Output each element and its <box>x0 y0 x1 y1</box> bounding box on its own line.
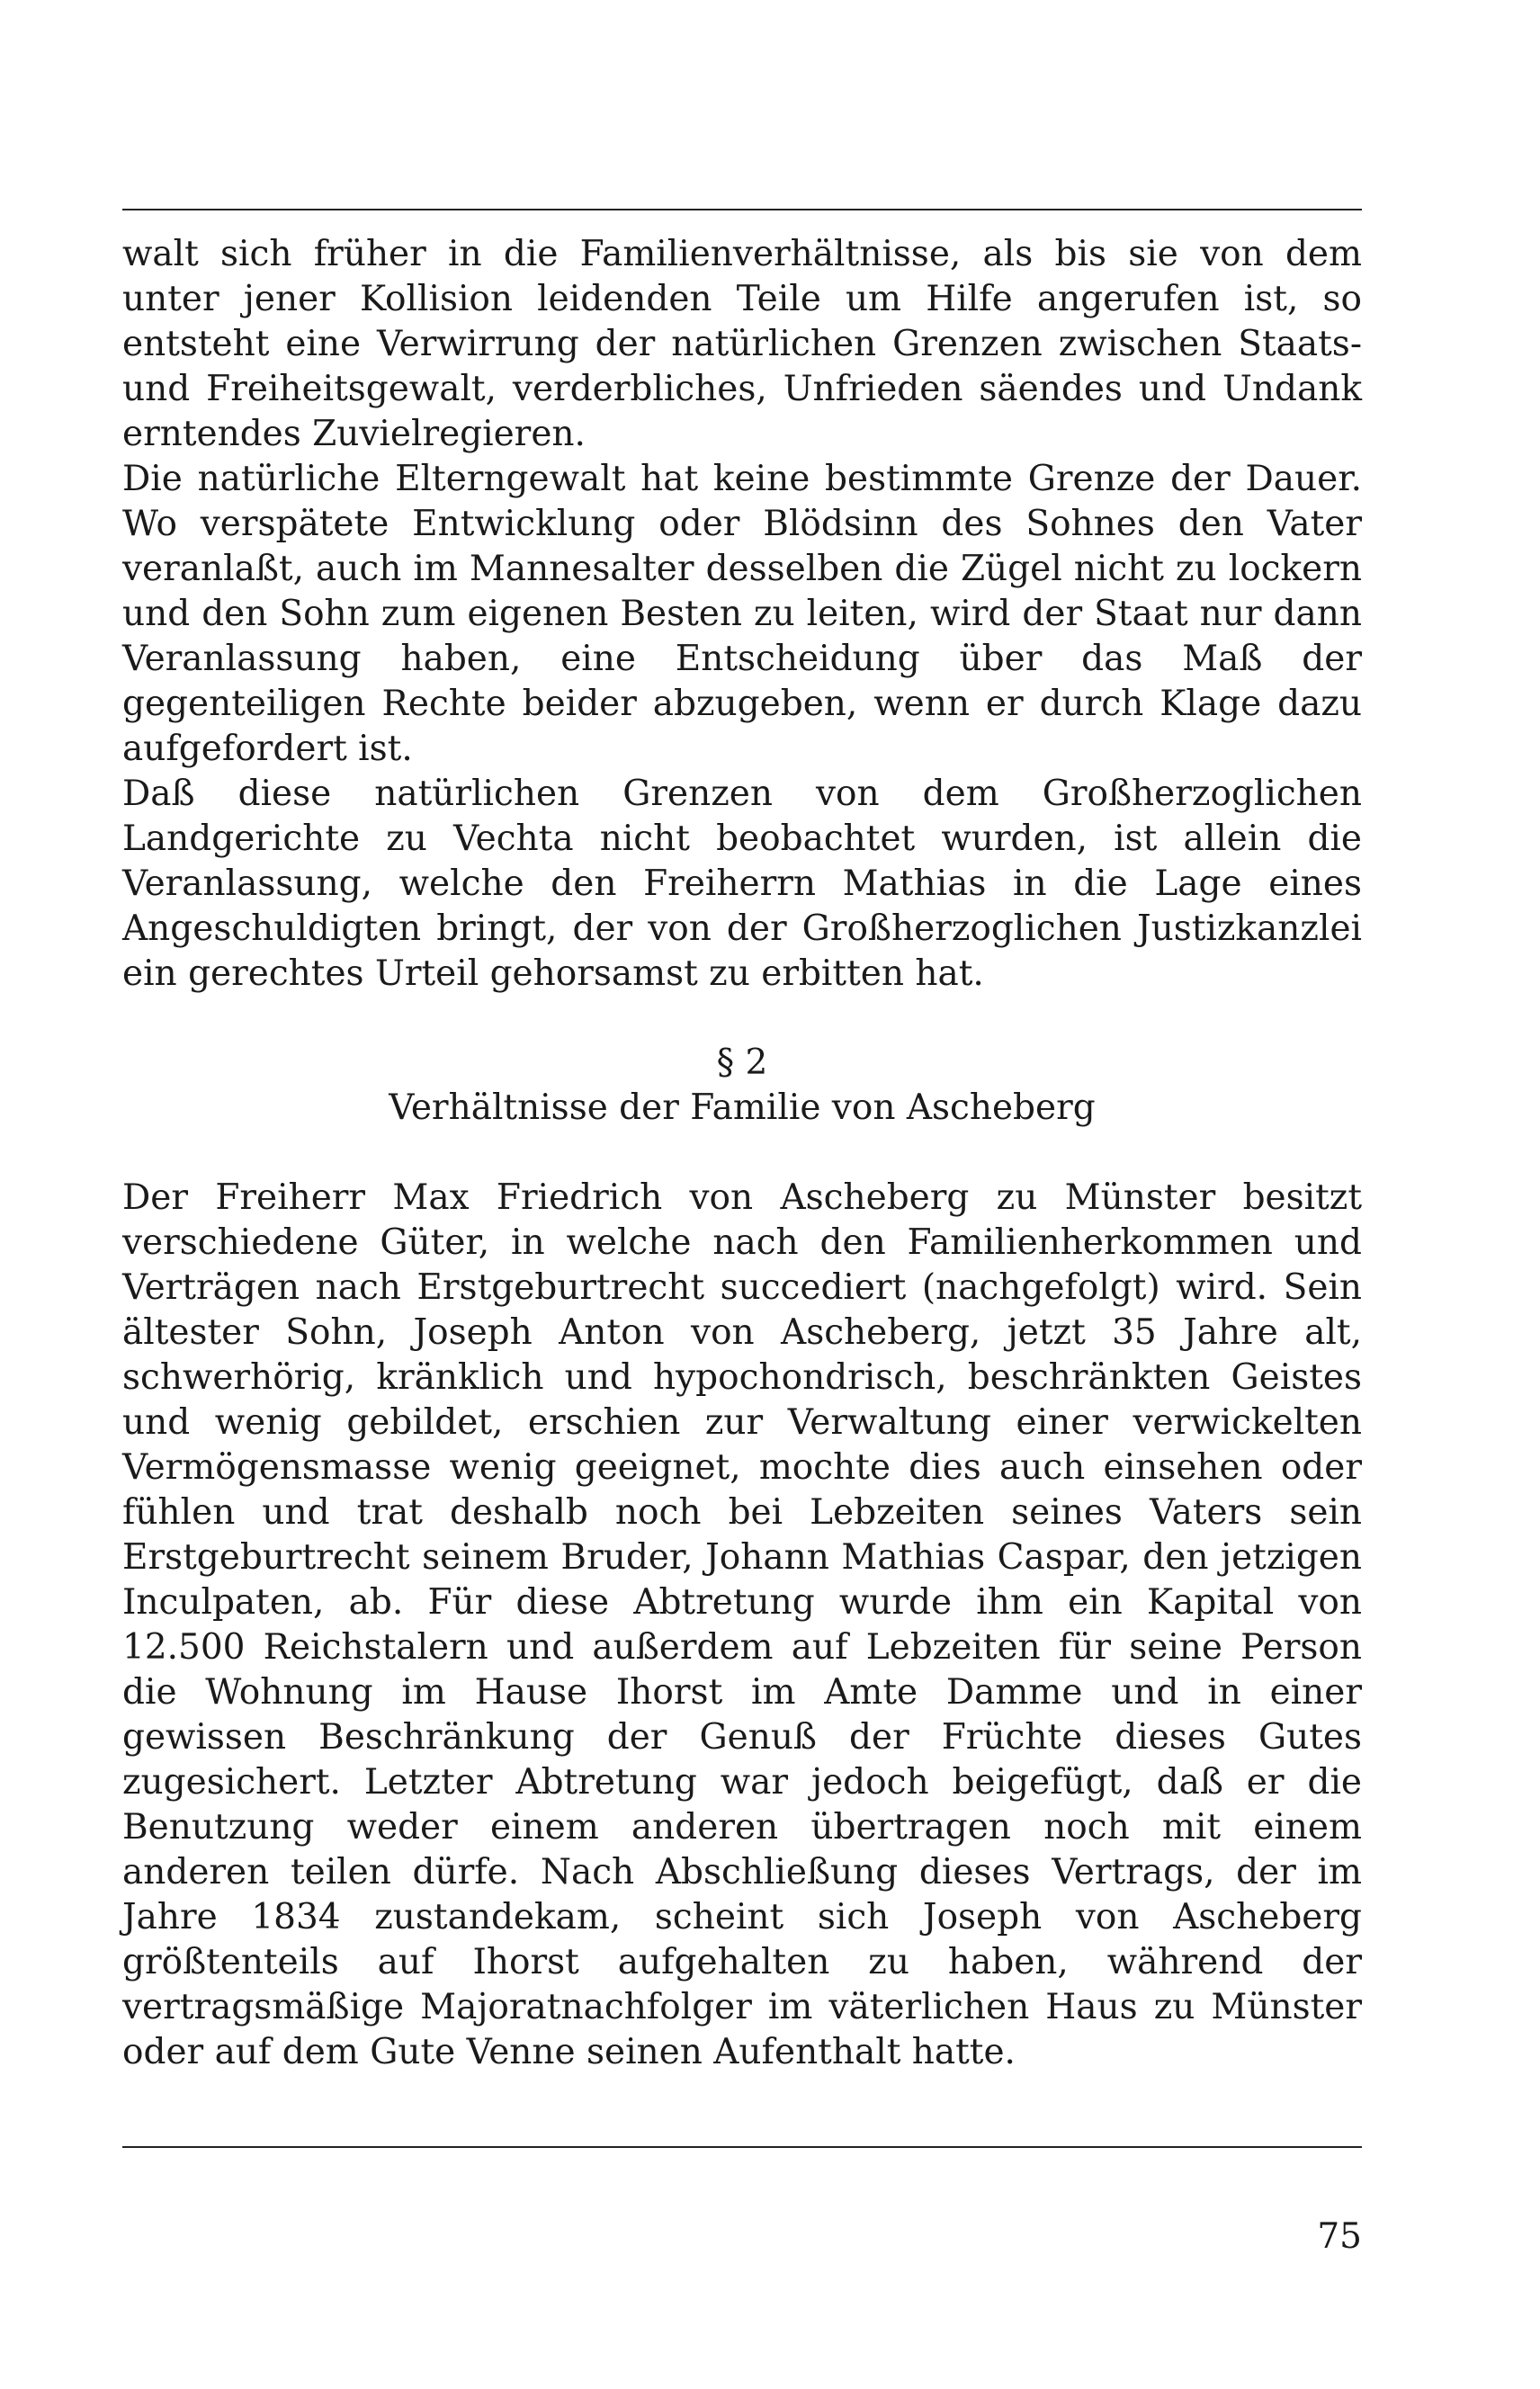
section-title: Verhältnisse der Familie von Ascheberg <box>389 1087 1096 1128</box>
page-number: 75 <box>1317 2216 1362 2257</box>
top-rule <box>122 209 1362 210</box>
paragraph: Der Freiherr Max Friedrich von Ascheberg zu Münster besitzt verschiedene Güter, in welche nach den Familienherkommen und Verträgen nach Erstgeburtrecht succediert (nachgefolgt) wird. Sein ältester Sohn, Joseph Anton von Ascheberg, jetzt 35 Jahre alt, schwerhörig, kränklich und hypochondrisch, beschränkten Geistes und wenig gebildet, erschien zur Verwaltung einer verwickelten Vermögensmasse wenig geeignet, mochte dies auch einsehen oder fühlen und trat deshalb noch bei Lebzeiten seines Vaters sein Erstgeburtrecht seinem Bruder, Johann Mathias Caspar, den jetzigen Inculpaten, ab. Für diese Abtretung wurde ihm ein Kapital von 12.500 Reichstalern und außerdem auf Lebzeiten für seine Person die Wohnung im Hause Ihorst im Amte Damme und in einer gewissen Beschränkung der Genuß der Früchte dieses Gutes zugesichert. Letzter Abtretung war jedoch beigefügt, daß er die Benutzung weder einem anderen übertragen noch mit einem anderen teilen dürfe. Nach Abschließung dieses Vertrags, der im Jahre 1834 zustandekam, scheint sich Joseph von Ascheberg größtenteils auf Ihorst aufgehalten zu haben, während der vertragsmäßige Majoratnachfolger im väterlichen Haus zu Münster oder auf dem Gute Venne seinen Aufenthalt hatte. <box>122 1177 1362 2072</box>
intro-text <box>122 232 1362 997</box>
section-heading <box>122 1041 1362 1131</box>
paragraph: Die natürliche Elterngewalt hat keine bestimmte Grenze der Dauer. Wo verspätete Entwicklung oder Blödsinn des Sohnes den Vater veranlaßt, auch im Mannesalter desselben die Zügel nicht zu lockern und den Sohn zum eigenen Besten zu leiten, wird der Staat nur dann Veranlassung haben, eine Entscheidung über das Maß der gegenteiligen Rechte beider abzugeben, wenn er durch Klage dazu aufgefordert ist. <box>122 459 1362 769</box>
bottom-rule <box>122 2146 1362 2148</box>
section-text <box>122 1176 1362 2075</box>
paragraph: Daß diese natürlichen Grenzen von dem Großherzoglichen Landgerichte zu Vechta nicht beobachtet wurden, ist allein die Veranlassung, welche den Freiherrn Mathias in die Lage eines Angeschuldigten bringt, der von der Großherzoglichen Justizkanzlei ein gerechtes Urteil gehorsamst zu erbitten hat. <box>122 774 1362 994</box>
section-number: § 2 <box>716 1042 768 1083</box>
paragraph: walt sich früher in die Familienverhältnisse, als bis sie von dem unter jener Kollision leidenden Teile um Hilfe angerufen ist, so entsteht eine Verwirrung der natürlichen Grenzen zwischen Staats- und Freiheitsgewalt, verderbliches, Unfrieden säendes und Undank erntendes Zuvielregieren. <box>122 234 1362 454</box>
